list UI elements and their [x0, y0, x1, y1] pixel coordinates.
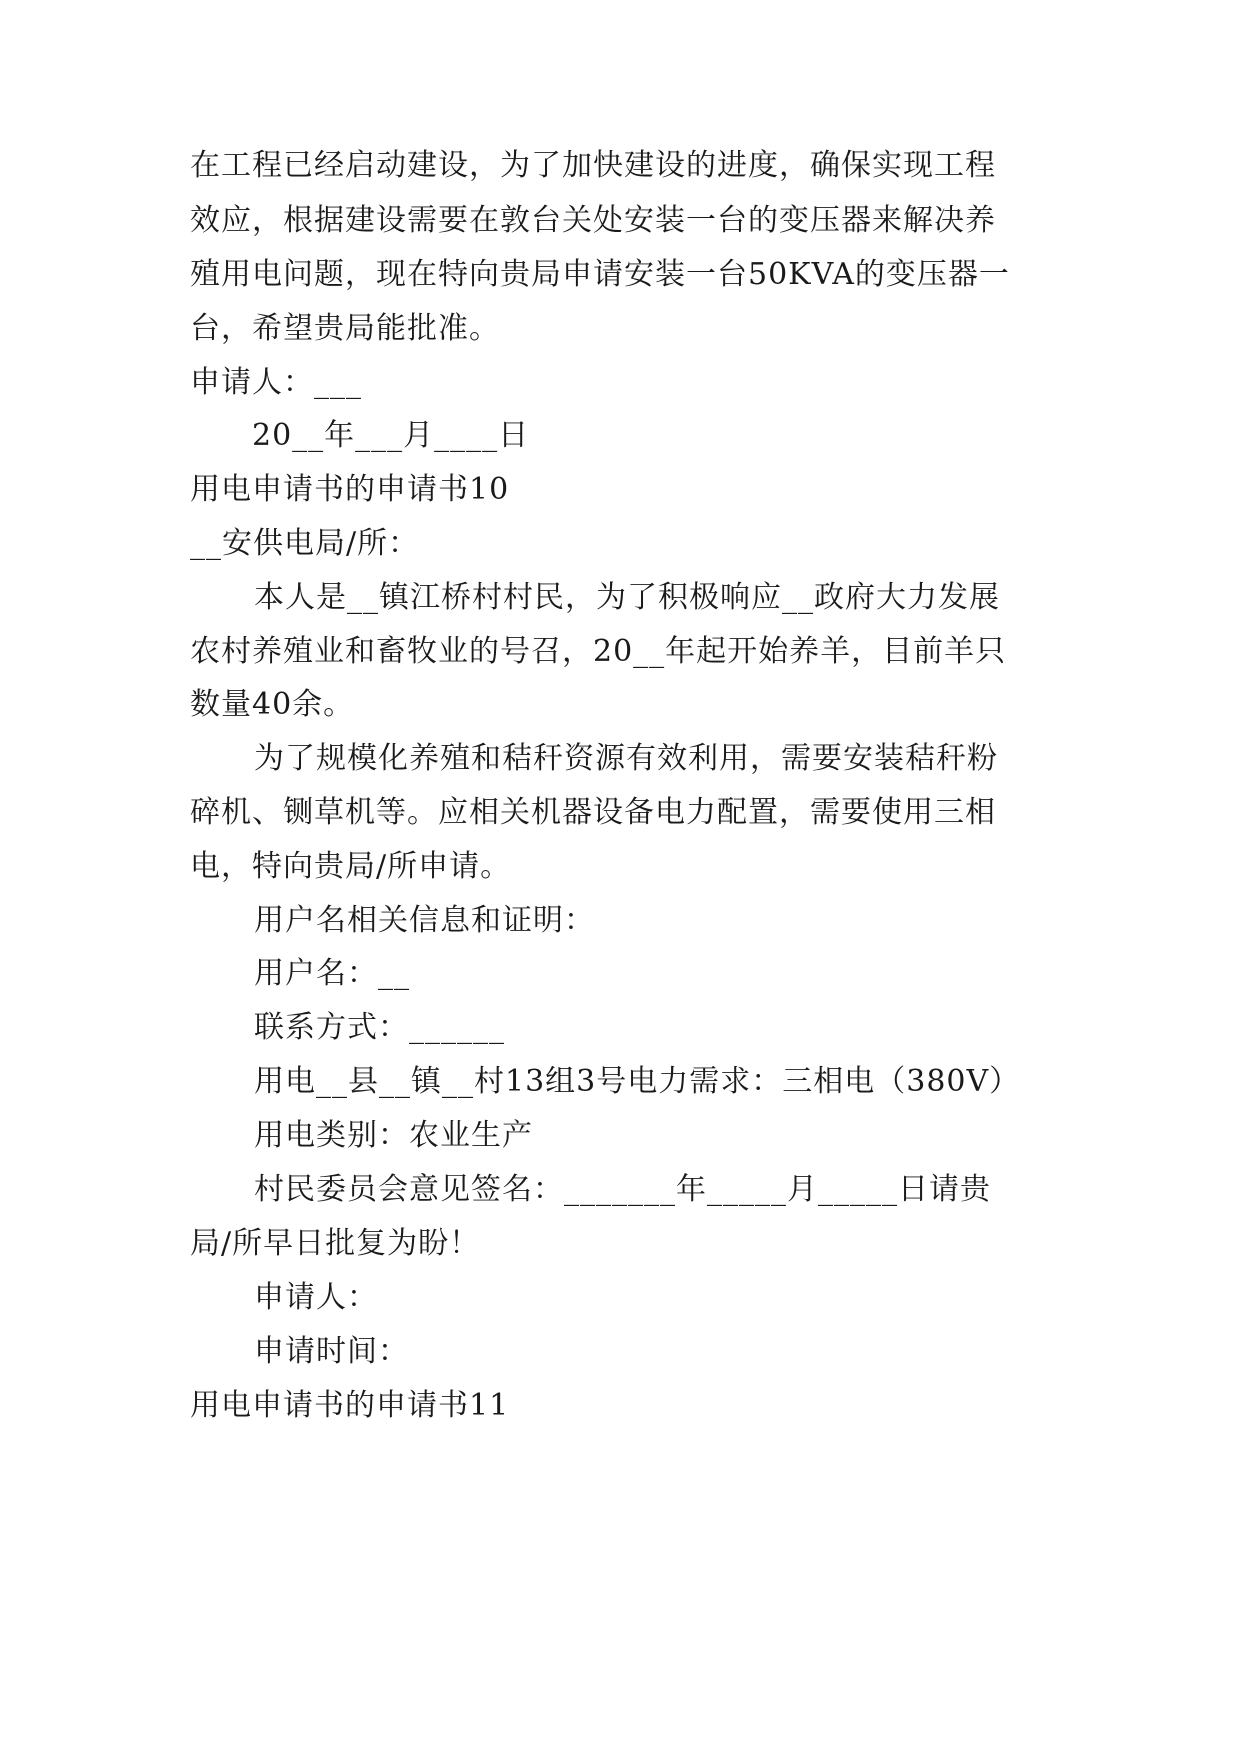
form-field-line: 村民委员会意见签名：_______年_____月_____日请贵: [254, 1172, 991, 1207]
signature-date-line: 申请时间：: [254, 1334, 409, 1369]
section-heading: 用电申请书的申请书10: [190, 472, 510, 507]
signature-line: 申请人：: [254, 1280, 378, 1315]
body-text-line: 农村养殖业和畜牧业的号召，20__年起开始养羊，目前羊只: [190, 634, 1007, 669]
form-field-line: 用电类别：农业生产: [254, 1118, 533, 1153]
form-field-line: 联系方式：______: [254, 1010, 505, 1045]
body-text-line: 数量40余。: [190, 687, 355, 722]
form-field-line: 用户名：__: [254, 956, 410, 991]
body-text-line: 效应，根据建设需要在敦台关处安装一台的变压器来解决养: [190, 203, 996, 238]
body-text-line: 殖用电问题，现在特向贵局申请安装一台50KVA的变压器一: [190, 257, 1010, 292]
body-text-line: 本人是__镇江桥村村民，为了积极响应__政府大力发展: [254, 580, 1000, 615]
addressee-line: __安供电局/所：: [190, 526, 420, 561]
applicant-line: 申请人：___: [190, 365, 362, 400]
body-text-line: 碎机、铡草机等。应相关机器设备电力配置，需要使用三相: [190, 795, 996, 830]
body-text-line: 台，希望贵局能批准。: [190, 311, 500, 346]
body-text-line: 为了规模化养殖和秸秆资源有效利用，需要安装秸秆粉: [254, 741, 998, 776]
body-text-line: 局/所早日批复为盼！: [190, 1226, 481, 1261]
section-heading: 用电申请书的申请书11: [190, 1388, 510, 1423]
body-text-line: 在工程已经启动建设，为了加快建设的进度，确保实现工程: [190, 148, 996, 183]
body-text-line: 电，特向贵局/所申请。: [190, 849, 512, 884]
form-field-line: 用电__县__镇__村13组3号电力需求：三相电（380V）: [254, 1064, 1021, 1099]
date-line: 20__年___月____日: [252, 418, 530, 453]
body-text-line: 用户名相关信息和证明：: [254, 903, 595, 938]
